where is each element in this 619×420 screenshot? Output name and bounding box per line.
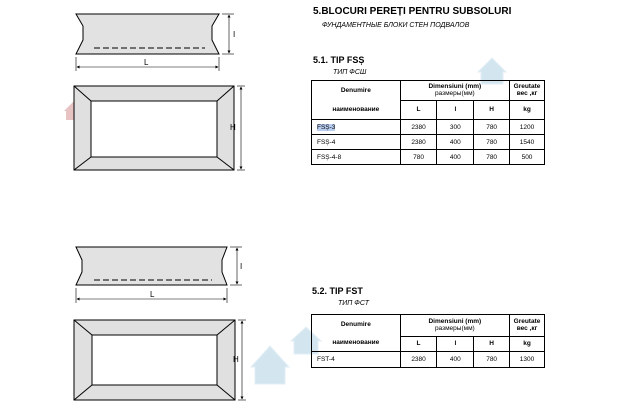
sub-header-H: H (474, 100, 510, 120)
page-subtitle: ФУНДАМЕНТНЫЕ БЛОКИ СТЕН ПОДВАЛОВ (322, 22, 470, 29)
cell-kg: 1540 (510, 135, 545, 150)
col-weight-label-ru: вес ,кг (516, 90, 538, 98)
sub-header-L: L (400, 336, 437, 351)
page-title: 5.BLOCURI PEREȚI PENTRU SUBSOLURI (313, 6, 512, 17)
col-name-label-ru: наименование (332, 339, 380, 346)
cell-l: 400 (437, 352, 474, 368)
section1-heading: 5.1. TIP FSȘ (313, 55, 365, 65)
fss-block-front-view (74, 86, 245, 170)
cell-H: 780 (474, 150, 510, 165)
dim-label-L-2: L (150, 290, 155, 299)
cell-l: 300 (437, 120, 474, 135)
col-weight-label: Greutate (513, 318, 541, 326)
col-weight-label: Greutate (513, 83, 541, 91)
table-row (312, 135, 545, 150)
cell-name[interactable] (312, 120, 401, 135)
fst-spec-table (311, 314, 545, 368)
fss-spec-table (311, 80, 545, 165)
table-row (312, 150, 545, 165)
sub-header-L: L (400, 100, 437, 120)
cell-kg: 500 (510, 150, 545, 165)
cell-L: 2380 (400, 120, 437, 135)
col-dims-label: Dimensiuni (mm) (428, 318, 482, 326)
selected-text[interactable]: FSȘ-3 (317, 123, 336, 131)
dim-label-L-1: L (144, 58, 149, 67)
sub-header-kg: kg (510, 100, 545, 120)
col-dims-header (400, 81, 509, 101)
cell-L: 2380 (400, 352, 437, 368)
cell-name: FSȘ-4 (312, 135, 401, 150)
col-dims-label-ru: размеры(мм) (434, 325, 475, 333)
dim-label-H-2: H (233, 355, 239, 364)
sub-header-H: H (474, 336, 510, 351)
col-weight-header (510, 81, 545, 101)
cell-l: 400 (437, 150, 474, 165)
section2-heading: 5.2. TIP FST (312, 286, 363, 296)
col-name-label-ru: наименование (332, 106, 380, 113)
cell-name: FSȘ-4-8 (312, 150, 401, 165)
sub-header-l: l (437, 100, 474, 120)
dim-label-l-1: I (233, 30, 236, 39)
cell-L: 780 (400, 150, 437, 165)
col-dims-header (400, 315, 509, 337)
col-name-header (312, 81, 401, 120)
sub-header-kg: kg (510, 336, 545, 351)
section1-subheading: ТИП ФСШ (333, 69, 367, 76)
cell-H: 780 (474, 352, 510, 368)
cell-kg: 1200 (510, 120, 545, 135)
cell-name: FST-4 (312, 352, 401, 368)
col-weight-label-ru: вес ,кг (516, 325, 538, 333)
cell-H: 780 (474, 135, 510, 150)
col-dims-label-ru: размеры(мм) (434, 90, 475, 98)
table-row (312, 352, 545, 368)
col-dims-label: Dimensiuni (mm) (428, 83, 482, 91)
sub-header-l: l (437, 336, 474, 351)
col-weight-header (510, 315, 545, 337)
dim-label-l-2: I (240, 262, 243, 271)
fst-block-side-view (76, 247, 242, 303)
col-name-label: Denumire (340, 87, 371, 94)
col-name-label: Denumire (340, 321, 371, 328)
cell-L: 2380 (400, 135, 437, 150)
cell-l: 400 (437, 135, 474, 150)
section2-subheading: ТИП ФСТ (338, 300, 369, 307)
fss-block-side-view (76, 14, 234, 71)
cell-kg: 1300 (510, 352, 545, 368)
col-name-header (312, 315, 401, 352)
cell-H: 780 (474, 120, 510, 135)
fst-block-front-view (74, 320, 246, 400)
table-row (312, 120, 545, 135)
dim-label-H-1: H (230, 123, 236, 132)
